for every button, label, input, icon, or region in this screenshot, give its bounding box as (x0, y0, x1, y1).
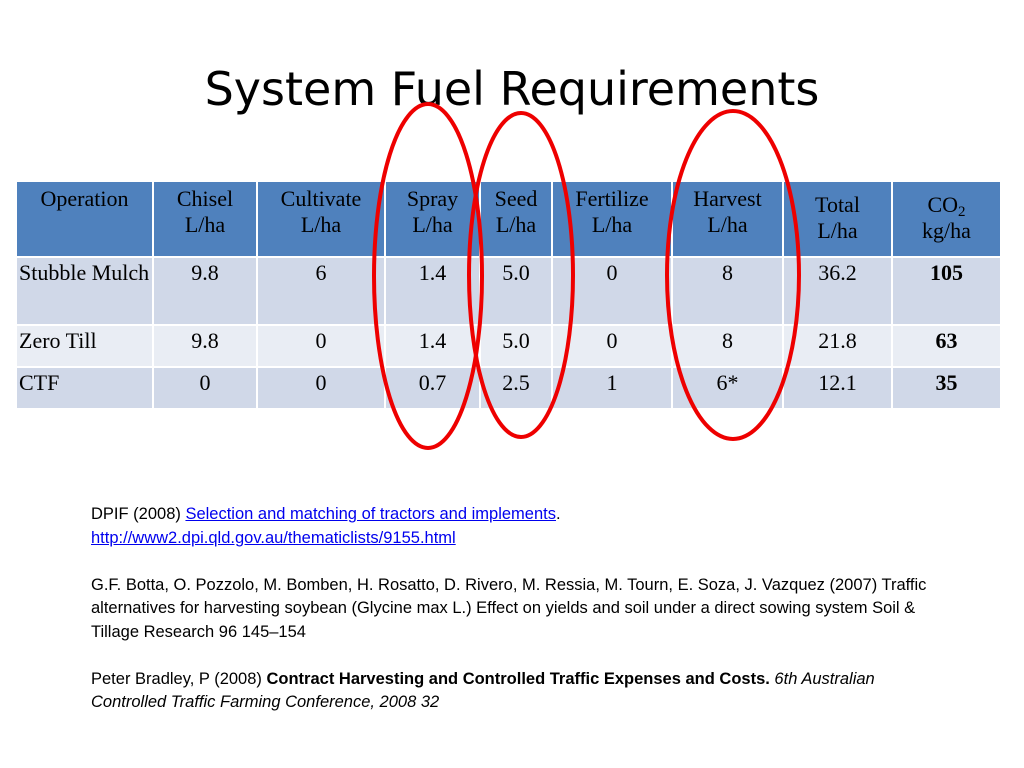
cell-total: 36.2 (783, 257, 892, 325)
cell-seed: 5.0 (480, 257, 552, 325)
cell-chisel: 9.8 (153, 325, 257, 367)
reference-link-selection-matching[interactable]: Selection and matching of tractors and implements (185, 505, 556, 523)
cell-cultivate: 0 (257, 325, 385, 367)
cell-co2: 35 (892, 367, 1001, 409)
cell-harvest: 8 (672, 257, 783, 325)
cell-harvest: 8 (672, 325, 783, 367)
reference-botta: G.F. Botta, O. Pozzolo, M. Bomben, H. Rosatto, D. Rivero, M. Ressia, M. Tourn, E. Soza, J. Vazquez (2007) Traffic alternatives for harvesting soybean (Glycine max L.) Effect on yields and soil under a direct sowing system Soil & Tillage Research 96 145–154 (91, 575, 927, 641)
cell-cultivate: 0 (257, 367, 385, 409)
cell-operation: Stubble Mulch (16, 257, 153, 325)
reference-bradley-source: 6th Australian Controlled Traffic Farming Conference, 2008 32 (91, 669, 875, 711)
reference-dpif: DPIF (2008) Selection and matching of tractors and implements. http://www2.dpi.qld.gov.au/thematiclists/9155.html (91, 505, 561, 547)
cell-operation: Zero Till (16, 325, 153, 367)
cell-fertilize: 0 (552, 325, 672, 367)
reference-bradley-title: Contract Harvesting and Controlled Traffic Expenses and Costs. (266, 669, 770, 688)
header-operation: Operation (16, 181, 153, 257)
cell-spray: 1.4 (385, 325, 480, 367)
table-row (16, 367, 1001, 409)
table-row (16, 257, 1001, 325)
references (91, 503, 931, 738)
cell-harvest: 6* (672, 367, 783, 409)
cell-chisel: 9.8 (153, 257, 257, 325)
fuel-requirements-table (15, 180, 1002, 410)
cell-spray: 1.4 (385, 257, 480, 325)
cell-chisel: 0 (153, 367, 257, 409)
cell-operation: CTF (16, 367, 153, 409)
table-header-row (16, 181, 1001, 257)
header-spray: Spray L/ha (385, 181, 480, 257)
header-co2: CO2 kg/ha (892, 181, 1001, 257)
cell-seed: 5.0 (480, 325, 552, 367)
header-seed: Seed L/ha (480, 181, 552, 257)
header-fertilize: Fertilize L/ha (552, 181, 672, 257)
cell-seed: 2.5 (480, 367, 552, 409)
reference-bradley: Peter Bradley, P (2008) Contract Harvesting and Controlled Traffic Expenses and Costs. 6th Australian Controlled Traffic Farming Conference, 2008 32 (91, 669, 875, 711)
cell-spray: 0.7 (385, 367, 480, 409)
cell-total: 21.8 (783, 325, 892, 367)
reference-url-link[interactable]: http://www2.dpi.qld.gov.au/thematiclists/9155.html (91, 528, 456, 547)
cell-co2: 63 (892, 325, 1001, 367)
header-cultivate: Cultivate L/ha (257, 181, 385, 257)
cell-cultivate: 6 (257, 257, 385, 325)
slide-title: System Fuel Requirements (204, 62, 820, 116)
table-row (16, 325, 1001, 367)
cell-co2: 105 (892, 257, 1001, 325)
cell-total: 12.1 (783, 367, 892, 409)
header-harvest: Harvest L/ha (672, 181, 783, 257)
cell-fertilize: 0 (552, 257, 672, 325)
header-total: Total L/ha (783, 181, 892, 257)
header-chisel: Chisel L/ha (153, 181, 257, 257)
cell-fertilize: 1 (552, 367, 672, 409)
